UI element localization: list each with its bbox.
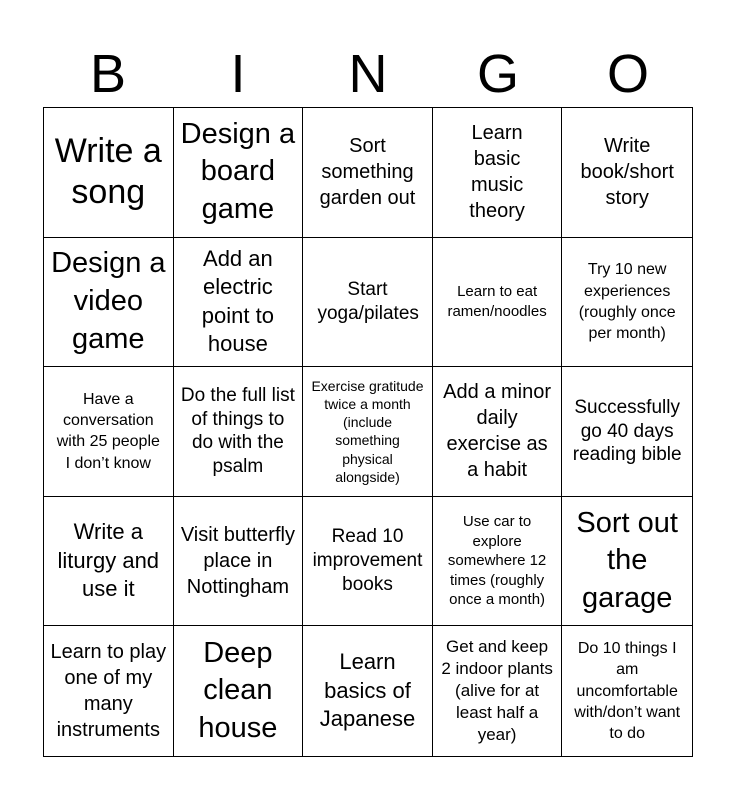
cell-text: Sort something garden out [319, 135, 416, 210]
cell-text: Try 10 new experiences (roughly once per month) [578, 261, 676, 343]
bingo-cell [44, 238, 174, 368]
cell-text: Have a conversation with 25 people I don’t know [56, 390, 160, 472]
bingo-cell [174, 238, 304, 368]
bingo-cell [562, 108, 692, 238]
cell-text: Use car to explore somewhere 12 times (roughly once a month) [447, 513, 547, 609]
bingo-cell [562, 626, 692, 756]
header-letter-o: O [606, 44, 649, 104]
cell-text: Design a video game [51, 247, 166, 355]
bingo-cell [303, 367, 433, 497]
cell-text: Learn basic music theory [469, 122, 525, 223]
cell-text: Write book/short story [580, 135, 674, 210]
header-letter-g: G [476, 44, 519, 104]
cell-text: Get and keep 2 indoor plants (alive for at least half a year) [441, 636, 553, 745]
cell-text: Learn basics of Japanese [319, 649, 416, 732]
bingo-cell [562, 367, 692, 497]
cell-text: Exercise gratitude twice a month (include something physical alongside) [311, 377, 424, 485]
bingo-cell [44, 497, 174, 627]
cell-text: Read 10 improvement books [312, 526, 423, 595]
bingo-cell [174, 367, 304, 497]
bingo-cell [174, 497, 304, 627]
bingo-cell [433, 497, 563, 627]
cell-text: Successfully go 40 days reading bible [572, 396, 682, 466]
bingo-grid [43, 107, 693, 757]
cell-text: Do the full list of things to do with the psalm [180, 384, 295, 478]
bingo-cell [44, 367, 174, 497]
bingo-cell [303, 497, 433, 627]
cell-text: Do 10 things I am uncomfortable with/don’t want to do [574, 640, 681, 743]
cell-text: Add an electric point to house [201, 245, 274, 357]
bingo-cell [174, 626, 304, 756]
cell-text: Write a song [54, 131, 162, 212]
bingo-header [43, 40, 693, 108]
bingo-cell [562, 238, 692, 368]
cell-text: Add a minor daily exercise as a habit [443, 381, 552, 482]
cell-text: Visit butterfly place in Nottingham [180, 524, 295, 599]
header-letter-n: N [348, 44, 388, 104]
bingo-cell [303, 108, 433, 238]
bingo-cell [433, 108, 563, 238]
header-letter-i: I [230, 44, 246, 104]
bingo-cell [303, 238, 433, 368]
cell-text: Design a board game [180, 117, 296, 226]
bingo-cell [433, 626, 563, 756]
bingo-cell [174, 108, 304, 238]
bingo-cell [433, 238, 563, 368]
cell-text: Sort out the garage [576, 506, 678, 614]
cell-text: Learn to play one of my many instruments [50, 641, 167, 742]
bingo-cell [44, 626, 174, 756]
cell-text: Write a liturgy and use it [57, 519, 160, 602]
bingo-cell [303, 626, 433, 756]
header-letter-b: B [89, 44, 127, 104]
bingo-cell [562, 497, 692, 627]
cell-text: Deep clean house [198, 636, 278, 745]
bingo-cell [44, 108, 174, 238]
cell-text: Learn to eat ramen/noodles [447, 283, 547, 320]
bingo-cell [433, 367, 563, 497]
cell-text: Start yoga/pilates [317, 279, 419, 324]
